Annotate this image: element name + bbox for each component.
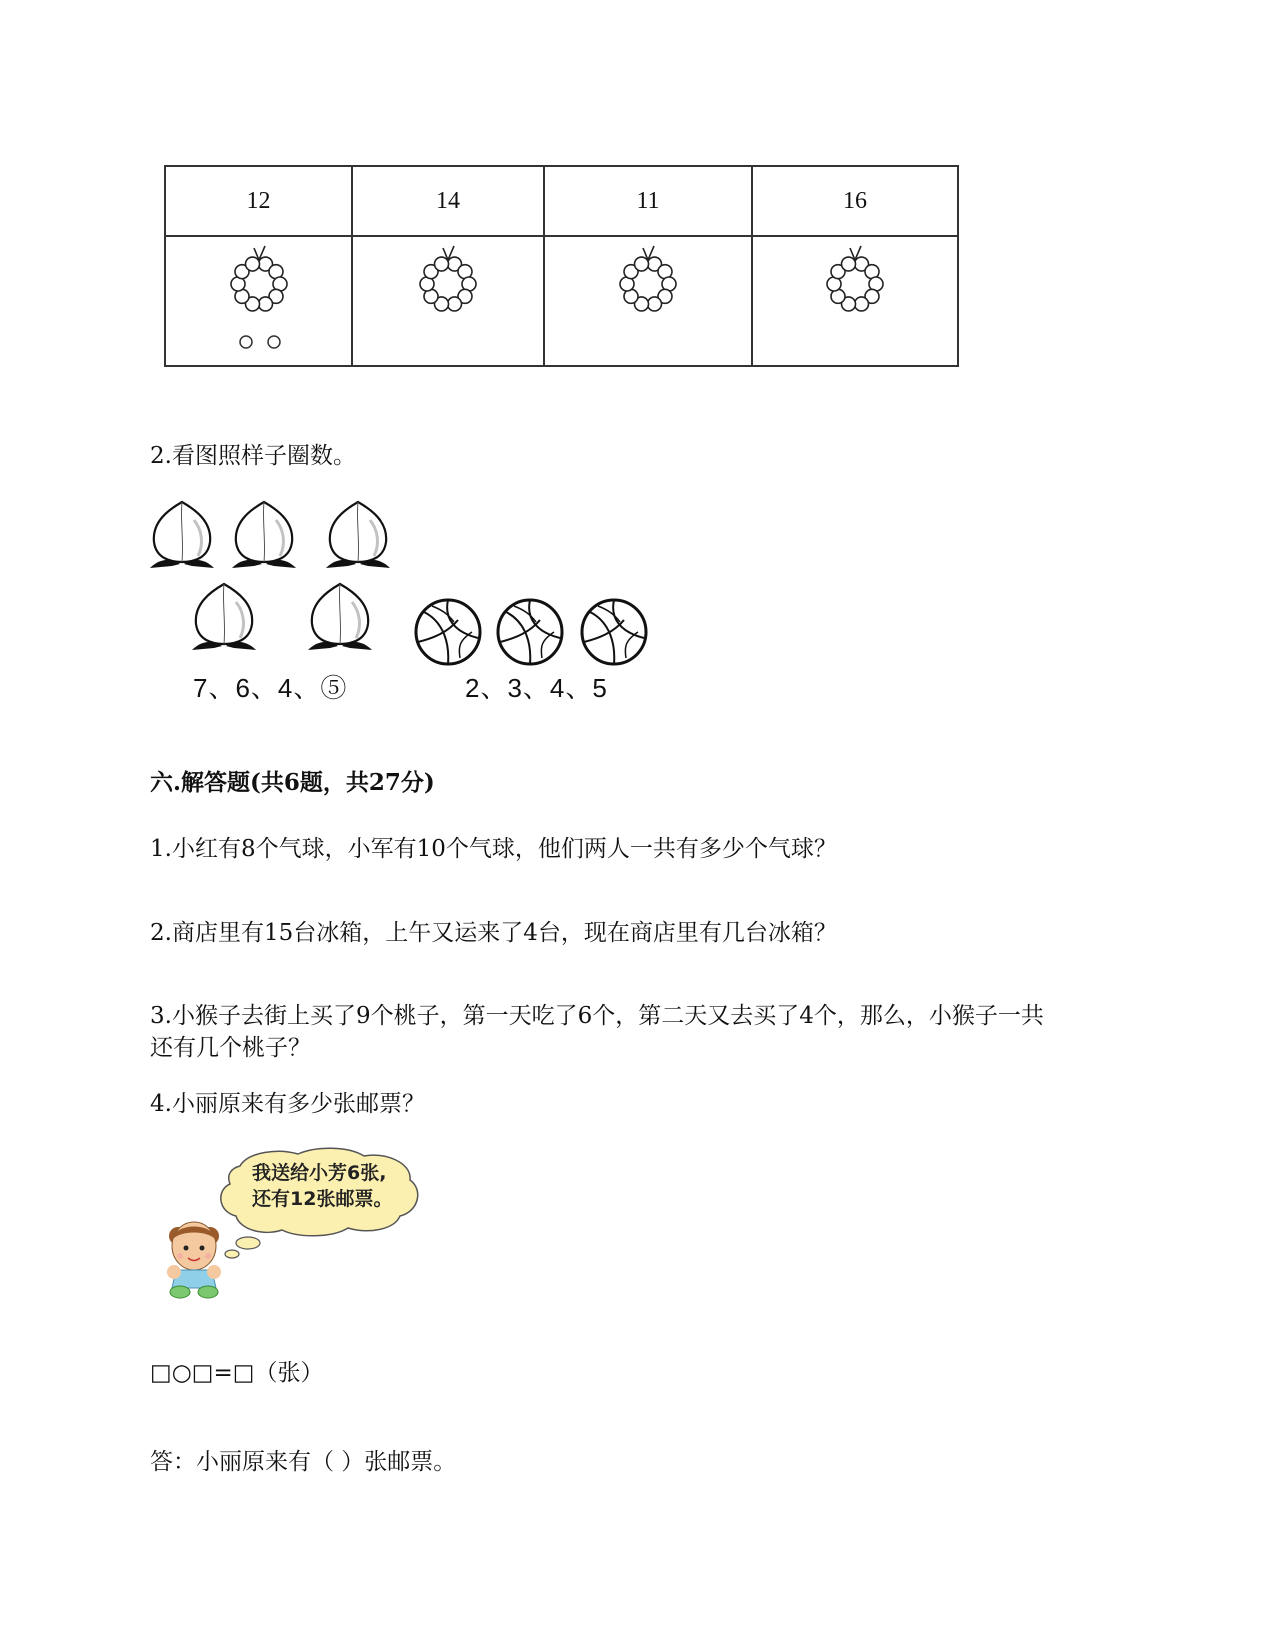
question-3-line-1: 3.小猴子去街上买了9个桃子，第一天吃了6个，第二天又去买了4个，那么，小猴子一共 (150, 1003, 1044, 1029)
ball-number-options: 2、3、4、5 (465, 673, 608, 703)
bead-cell (544, 236, 752, 366)
question-1: 1.小红有8个气球，小军有10个气球，他们两人一共有多少个气球？ (150, 836, 837, 862)
question-3-line-2: 还有几个桃子？ (150, 1035, 311, 1061)
table-header-cell: 11 (544, 166, 752, 236)
equation-template: □○□=□（张） (150, 1360, 324, 1386)
bead-ring-icon (408, 244, 488, 354)
bead-ring-icon (219, 244, 299, 354)
table-header-cell: 12 (165, 166, 352, 236)
question-title: 2.看图照样子圈数。 (150, 443, 356, 469)
peach-icon (308, 584, 372, 650)
peach-icon (192, 584, 256, 650)
bead-cell (352, 236, 544, 366)
bead (245, 257, 259, 271)
bead-cell (752, 236, 958, 366)
peach-icon (150, 502, 214, 568)
thought-bubble-text-line-1: 我送给小芳6张, (252, 1162, 387, 1184)
bead-count-table (164, 165, 959, 367)
question-2: 2.商店里有15台冰箱，上午又运来了4台，现在商店里有几台冰箱？ (150, 920, 837, 946)
volleyball-icon (582, 600, 646, 664)
volleyball-icon (416, 600, 480, 664)
bead (647, 297, 661, 311)
bead (635, 257, 649, 271)
bead-ring-icon (815, 244, 895, 354)
bead-cell (165, 236, 352, 366)
question-4: 4.小丽原来有多少张邮票？ (150, 1091, 425, 1117)
peach-icon (232, 502, 296, 568)
volleyball-icon (498, 600, 562, 664)
answer-line: 答：小丽原来有（ ）张邮票。 (150, 1449, 457, 1475)
bead (258, 297, 272, 311)
bead (435, 257, 449, 271)
bead-ring-icon (608, 244, 688, 354)
thought-bubble-text-line-2: 还有12张邮票。 (252, 1188, 393, 1210)
peach-number-options: 7、6、4、⑤ (193, 673, 348, 703)
table-header-cell: 14 (352, 166, 544, 236)
peach-icon (326, 502, 390, 568)
table-header-cell: 16 (752, 166, 958, 236)
bead (842, 257, 856, 271)
section-heading: 六.解答题(共6题，共27分) (150, 769, 435, 796)
bead (447, 297, 461, 311)
bead (854, 297, 868, 311)
